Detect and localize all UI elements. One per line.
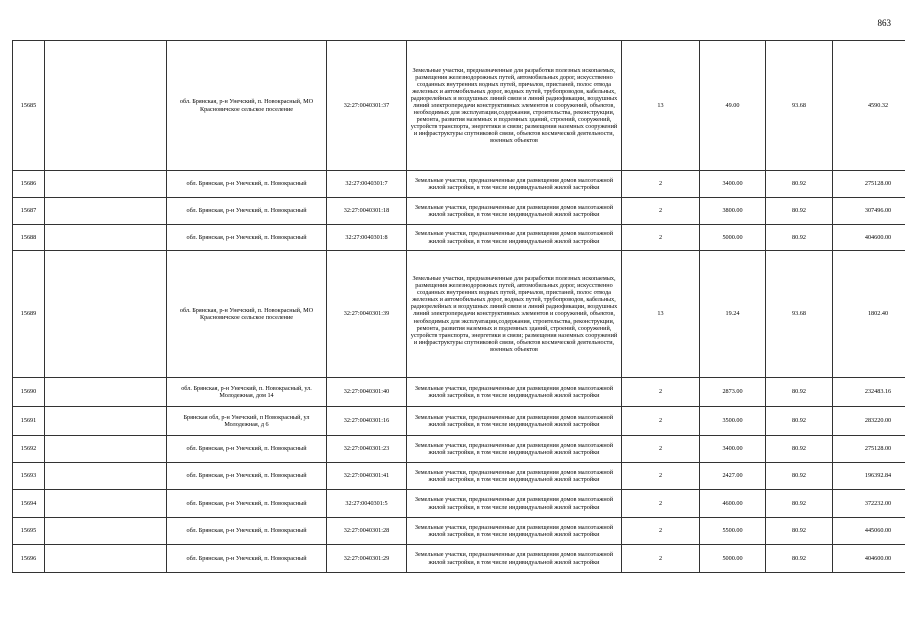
specific-value-cell: 80.92 (766, 463, 833, 490)
row-number: 15695 (13, 518, 45, 545)
specific-value-cell: 80.92 (766, 171, 833, 198)
table-row (13, 251, 905, 378)
land-use-cell: Земельные участки, предназначенные для разработки полезных ископаемых, размещения железнодорожных путей, автомобильных дорог, искусственно созданных внутренних водных путей, причалов, пристаней, полос отвода железных и автомобильных дорог, водных путей, трубопроводов, кабельных, радиорелейных и воздушных линий связи и линий радиофикации, воздушных линий электропередачи конструктивных элементов и сооружений, объектов, необходимых для эксплуатации,содержания, строительства, реконструкции, ремонта, развития наземных и подземных зданий, строений, сооружений, устройств транспорта, энергетики и связи; размещения наземных сооружений и инфраструктуры спутниковой связи, объектов космической деятельности, военных объектов (407, 251, 622, 378)
table-row (13, 198, 905, 225)
cadastral-value-cell: 275128.00 (833, 171, 905, 198)
row-number: 15687 (13, 198, 45, 225)
empty-cell (45, 545, 167, 573)
specific-value-cell: 80.92 (766, 198, 833, 225)
empty-cell (45, 171, 167, 198)
land-use-cell: Земельные участки, предназначенные для размещения домов малоэтажной жилой застройки, в том числе индивидуальной жилой застройки (407, 171, 622, 198)
empty-cell (45, 198, 167, 225)
area-cell: 3800.00 (700, 198, 766, 225)
row-number: 15690 (13, 378, 45, 407)
row-number: 15694 (13, 490, 45, 518)
cadastral-value-cell: 283220.00 (833, 407, 905, 436)
row-number: 15688 (13, 225, 45, 251)
use-code-cell: 2 (622, 225, 700, 251)
cadastral-value-cell: 232483.16 (833, 378, 905, 407)
cadastral-value-table (12, 40, 905, 573)
table-row (13, 436, 905, 463)
cadastral-value-cell: 275128.00 (833, 436, 905, 463)
cadastral-value-cell: 372232.00 (833, 490, 905, 518)
area-cell: 2873.00 (700, 378, 766, 407)
use-code-cell: 2 (622, 198, 700, 225)
cadastral-value-cell: 196392.84 (833, 463, 905, 490)
specific-value-cell: 80.92 (766, 490, 833, 518)
cadastral-value-cell: 404600.00 (833, 225, 905, 251)
page-number: 863 (877, 18, 891, 28)
address-cell: обл. Брянская, р-н Унечский, п. Новокрасный (167, 545, 327, 573)
use-code-cell: 2 (622, 518, 700, 545)
row-number: 15691 (13, 407, 45, 436)
cadastral-number-cell: 32:27:0040301:23 (327, 436, 407, 463)
cadastral-value-cell: 307496.00 (833, 198, 905, 225)
use-code-cell: 2 (622, 545, 700, 573)
table-row (13, 407, 905, 436)
empty-cell (45, 251, 167, 378)
cadastral-number-cell: 32:27:0040301:18 (327, 198, 407, 225)
table-row (13, 171, 905, 198)
land-use-cell: Земельные участки, предназначенные для размещения домов малоэтажной жилой застройки, в том числе индивидуальной жилой застройки (407, 463, 622, 490)
address-cell: обл. Брянская, р-н Унечский, п. Новокрасный (167, 198, 327, 225)
table-row (13, 545, 905, 573)
cadastral-number-cell: 32:27:0040301:5 (327, 490, 407, 518)
empty-cell (45, 378, 167, 407)
cadastral-value-cell: 445060.00 (833, 518, 905, 545)
land-use-cell: Земельные участки, предназначенные для размещения домов малоэтажной жилой застройки, в том числе индивидуальной жилой застройки (407, 225, 622, 251)
empty-cell (45, 225, 167, 251)
cadastral-number-cell: 32:27:0040301:7 (327, 171, 407, 198)
empty-cell (45, 436, 167, 463)
specific-value-cell: 93.68 (766, 41, 833, 171)
address-cell: обл. Брянская, р-н Унечский, п. Новокрасный (167, 225, 327, 251)
land-use-cell: Земельные участки, предназначенные для размещения домов малоэтажной жилой застройки, в том числе индивидуальной жилой застройки (407, 378, 622, 407)
cadastral-value-cell: 404600.00 (833, 545, 905, 573)
area-cell: 5500.00 (700, 518, 766, 545)
cadastral-number-cell: 32:27:0040301:16 (327, 407, 407, 436)
table-row (13, 41, 905, 171)
area-cell: 49.00 (700, 41, 766, 171)
specific-value-cell: 80.92 (766, 518, 833, 545)
row-number: 15686 (13, 171, 45, 198)
row-number: 15689 (13, 251, 45, 378)
land-use-cell: Земельные участки, предназначенные для размещения домов малоэтажной жилой застройки, в том числе индивидуальной жилой застройки (407, 407, 622, 436)
empty-cell (45, 463, 167, 490)
use-code-cell: 2 (622, 407, 700, 436)
cadastral-number-cell: 32:27:0040301:29 (327, 545, 407, 573)
area-cell: 3500.00 (700, 407, 766, 436)
empty-cell (45, 490, 167, 518)
cadastral-value-cell: 1802.40 (833, 251, 905, 378)
area-cell: 4600.00 (700, 490, 766, 518)
cadastral-number-cell: 32:27:0040301:37 (327, 41, 407, 171)
address-cell: обл. Брянская, р-н Унечский, п. Новокрасный (167, 490, 327, 518)
use-code-cell: 2 (622, 490, 700, 518)
address-cell: обл. Брянская, р-н Унечский, п. Новокрасный (167, 518, 327, 545)
cadastral-number-cell: 32:27:0040301:39 (327, 251, 407, 378)
area-cell: 3400.00 (700, 171, 766, 198)
specific-value-cell: 80.92 (766, 407, 833, 436)
cadastral-value-cell: 4590.32 (833, 41, 905, 171)
table-row (13, 518, 905, 545)
table-row (13, 378, 905, 407)
address-cell: обл. Брянская, р-н Унечский, п. Новокрасный (167, 436, 327, 463)
area-cell: 2427.00 (700, 463, 766, 490)
cadastral-number-cell: 32:27:0040301:41 (327, 463, 407, 490)
use-code-cell: 2 (622, 436, 700, 463)
land-use-cell: Земельные участки, предназначенные для разработки полезных ископаемых, размещения железнодорожных путей, автомобильных дорог, искусственно созданных внутренних водных путей, причалов, пристаней, полос отвода железных и автомобильных дорог, водных путей, трубопроводов, кабельных, радиорелейных и воздушных линий связи и линий радиофикации, воздушных линий электропередачи конструктивных элементов и сооружений, объектов, необходимых для эксплуатации,содержания, строительства, реконструкции, ремонта, развития наземных и подземных зданий, строений, сооружений, устройств транспорта, энергетики и связи; размещения наземных сооружений и инфраструктуры спутниковой связи, объектов космической деятельности, военных объектов (407, 41, 622, 171)
address-cell: обл. Брянская, р-н Унечский, п. Новокрасный (167, 171, 327, 198)
empty-cell (45, 41, 167, 171)
land-use-cell: Земельные участки, предназначенные для размещения домов малоэтажной жилой застройки, в том числе индивидуальной жилой застройки (407, 545, 622, 573)
area-cell: 19.24 (700, 251, 766, 378)
address-cell: обл. Брянская, р-н Унечский, п. Новокрасный, ул. Молодежная, дом 14 (167, 378, 327, 407)
row-number: 15685 (13, 41, 45, 171)
row-number: 15693 (13, 463, 45, 490)
use-code-cell: 13 (622, 41, 700, 171)
specific-value-cell: 80.92 (766, 378, 833, 407)
address-cell: обл. Брянская, р-н Унечский, п. Новокрасный (167, 463, 327, 490)
use-code-cell: 13 (622, 251, 700, 378)
address-cell: обл. Брянская, р-н Унечский, п. Новокрасный, МО Красновичское сельское поселение (167, 41, 327, 171)
address-cell: обл. Брянская, р-н Унечский, п. Новокрасный, МО Красновичское сельское поселение (167, 251, 327, 378)
specific-value-cell: 80.92 (766, 225, 833, 251)
row-number: 15696 (13, 545, 45, 573)
table-row (13, 225, 905, 251)
use-code-cell: 2 (622, 378, 700, 407)
use-code-cell: 2 (622, 171, 700, 198)
specific-value-cell: 80.92 (766, 436, 833, 463)
land-use-cell: Земельные участки, предназначенные для размещения домов малоэтажной жилой застройки, в том числе индивидуальной жилой застройки (407, 490, 622, 518)
land-use-cell: Земельные участки, предназначенные для размещения домов малоэтажной жилой застройки, в том числе индивидуальной жилой застройки (407, 436, 622, 463)
area-cell: 5000.00 (700, 545, 766, 573)
cadastral-number-cell: 32:27:0040301:28 (327, 518, 407, 545)
specific-value-cell: 93.68 (766, 251, 833, 378)
row-number: 15692 (13, 436, 45, 463)
table-row (13, 490, 905, 518)
use-code-cell: 2 (622, 463, 700, 490)
area-cell: 3400.00 (700, 436, 766, 463)
address-cell: Брянская обл, р-н Унечский, п Новокрасный, ул Молодежная, д 6 (167, 407, 327, 436)
area-cell: 5000.00 (700, 225, 766, 251)
table-row (13, 463, 905, 490)
cadastral-number-cell: 32:27:0040301:8 (327, 225, 407, 251)
cadastral-number-cell: 32:27:0040301:40 (327, 378, 407, 407)
empty-cell (45, 518, 167, 545)
empty-cell (45, 407, 167, 436)
specific-value-cell: 80.92 (766, 545, 833, 573)
land-use-cell: Земельные участки, предназначенные для размещения домов малоэтажной жилой застройки, в том числе индивидуальной жилой застройки (407, 518, 622, 545)
land-use-cell: Земельные участки, предназначенные для размещения домов малоэтажной жилой застройки, в том числе индивидуальной жилой застройки (407, 198, 622, 225)
